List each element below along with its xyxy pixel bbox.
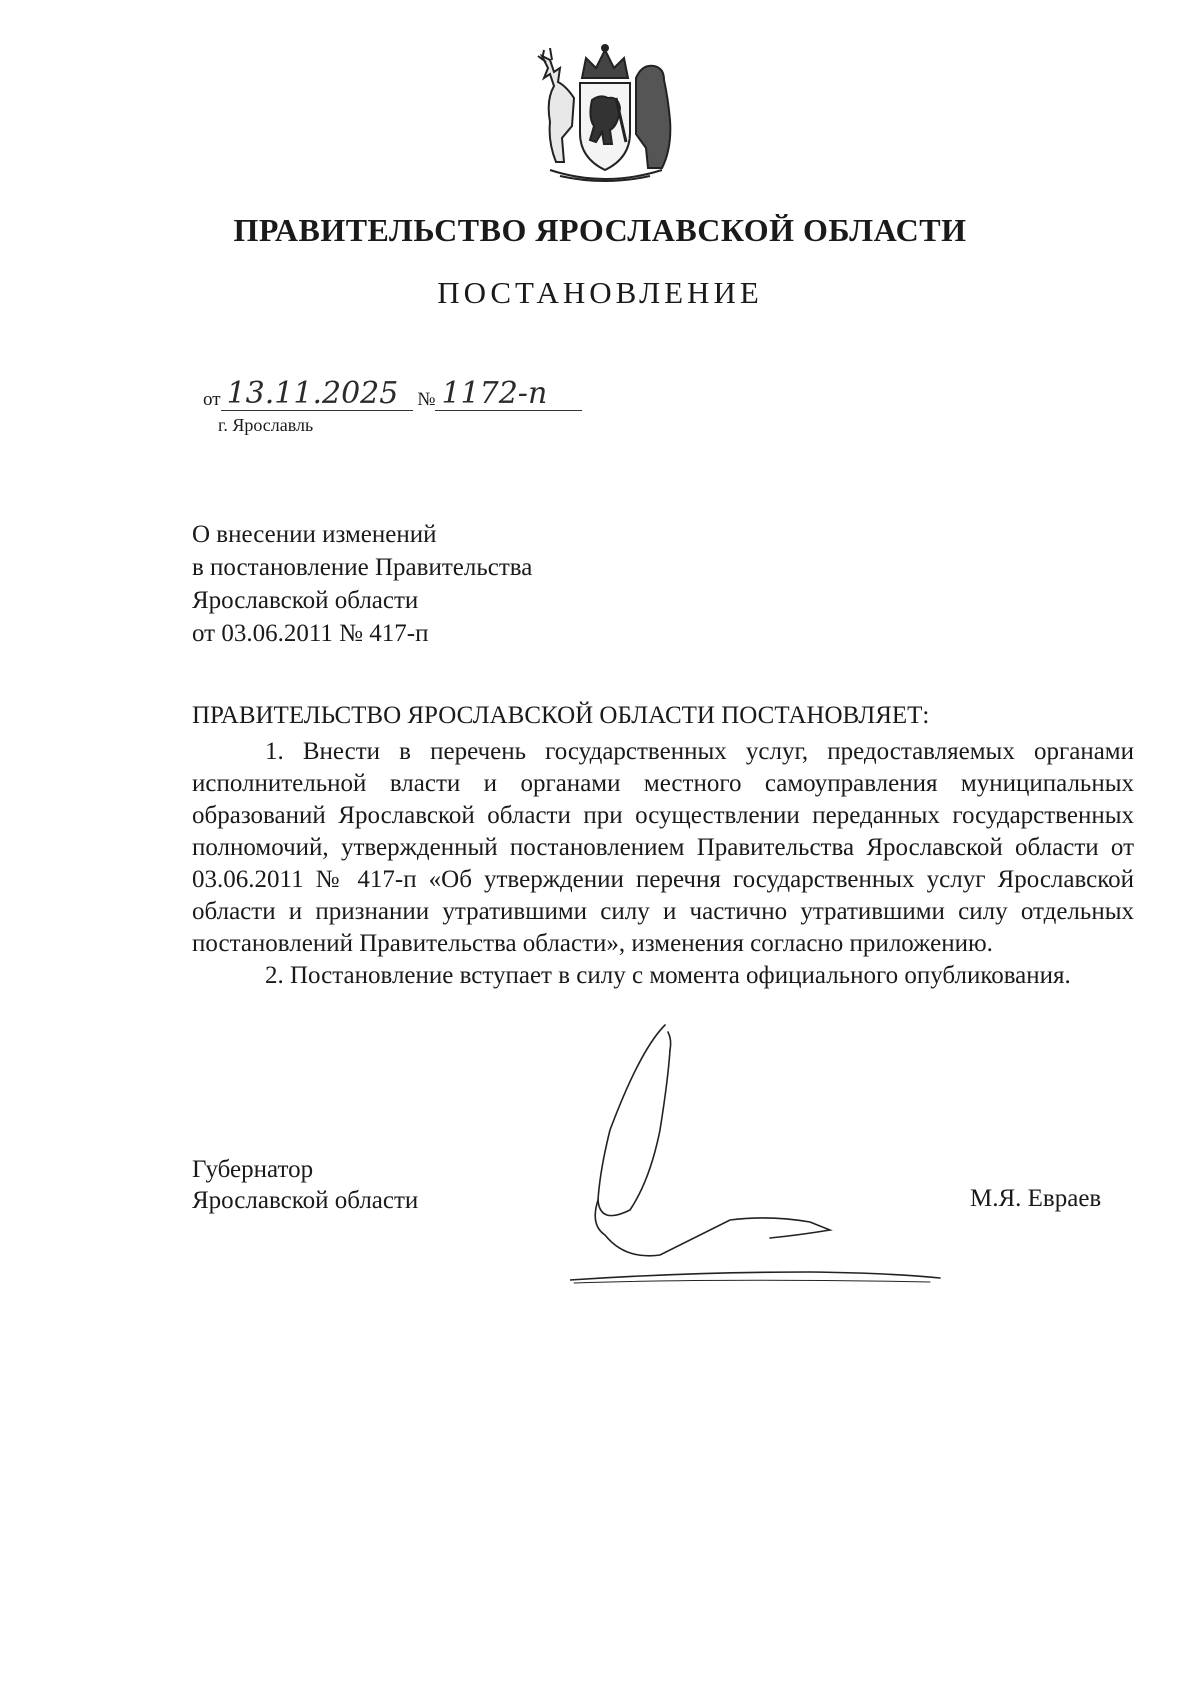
signatory-title-line: Ярославской области: [192, 1187, 419, 1214]
subject-line: Ярославской области: [192, 587, 419, 614]
subject-line: О внесении изменений: [192, 521, 437, 548]
document-dateline: [203, 378, 582, 411]
subject-line: в постановление Правительства: [192, 554, 533, 581]
coat-of-arms-icon: [530, 38, 680, 188]
document-body: [192, 736, 1134, 992]
document-subject: [192, 518, 532, 650]
signatory-name: М.Я. Евраев: [970, 1185, 1102, 1212]
document-type: ПОСТАНОВЛЕНИЕ: [437, 275, 763, 310]
document-date: 13.11.2025: [221, 378, 413, 411]
organization-title: ПРАВИТЕЛЬСТВО ЯРОСЛАВСКОЙ ОБЛАСТИ: [233, 212, 967, 248]
document-number: 1172-п: [435, 378, 582, 411]
number-prefix: №: [417, 389, 436, 410]
signatory-title-line: Губернатор: [192, 1156, 314, 1183]
body-item: 2. Постановление вступает в силу с момента официального опубликования.: [265, 962, 1071, 989]
body-item: 1. Внести в перечень государственных услуг, предоставляемых органами исполнительной власти и органами местного самоуправления муниципальных образований Ярославской области при осуществлении переданных государственных полномочий, утвержденный постановлением Правительства Ярославской области от 03.06.2011 № 417-п «Об утверждении перечня государственных услуг Ярославской области и признании утратившими силу и частично утратившими силу отдельных постановлений Правительства области», изменения согласно приложению.: [192, 738, 1134, 957]
handwritten-signature-icon: [570, 1010, 990, 1300]
document-city: г. Ярославль: [218, 415, 314, 435]
subject-line: от 03.06.2011 № 417-п: [192, 620, 429, 647]
date-prefix: от: [203, 389, 221, 410]
resolves-heading: ПРАВИТЕЛЬСТВО ЯРОСЛАВСКОЙ ОБЛАСТИ ПОСТАНОВЛЯЕТ:: [192, 702, 930, 729]
signatory-title: [192, 1154, 418, 1216]
